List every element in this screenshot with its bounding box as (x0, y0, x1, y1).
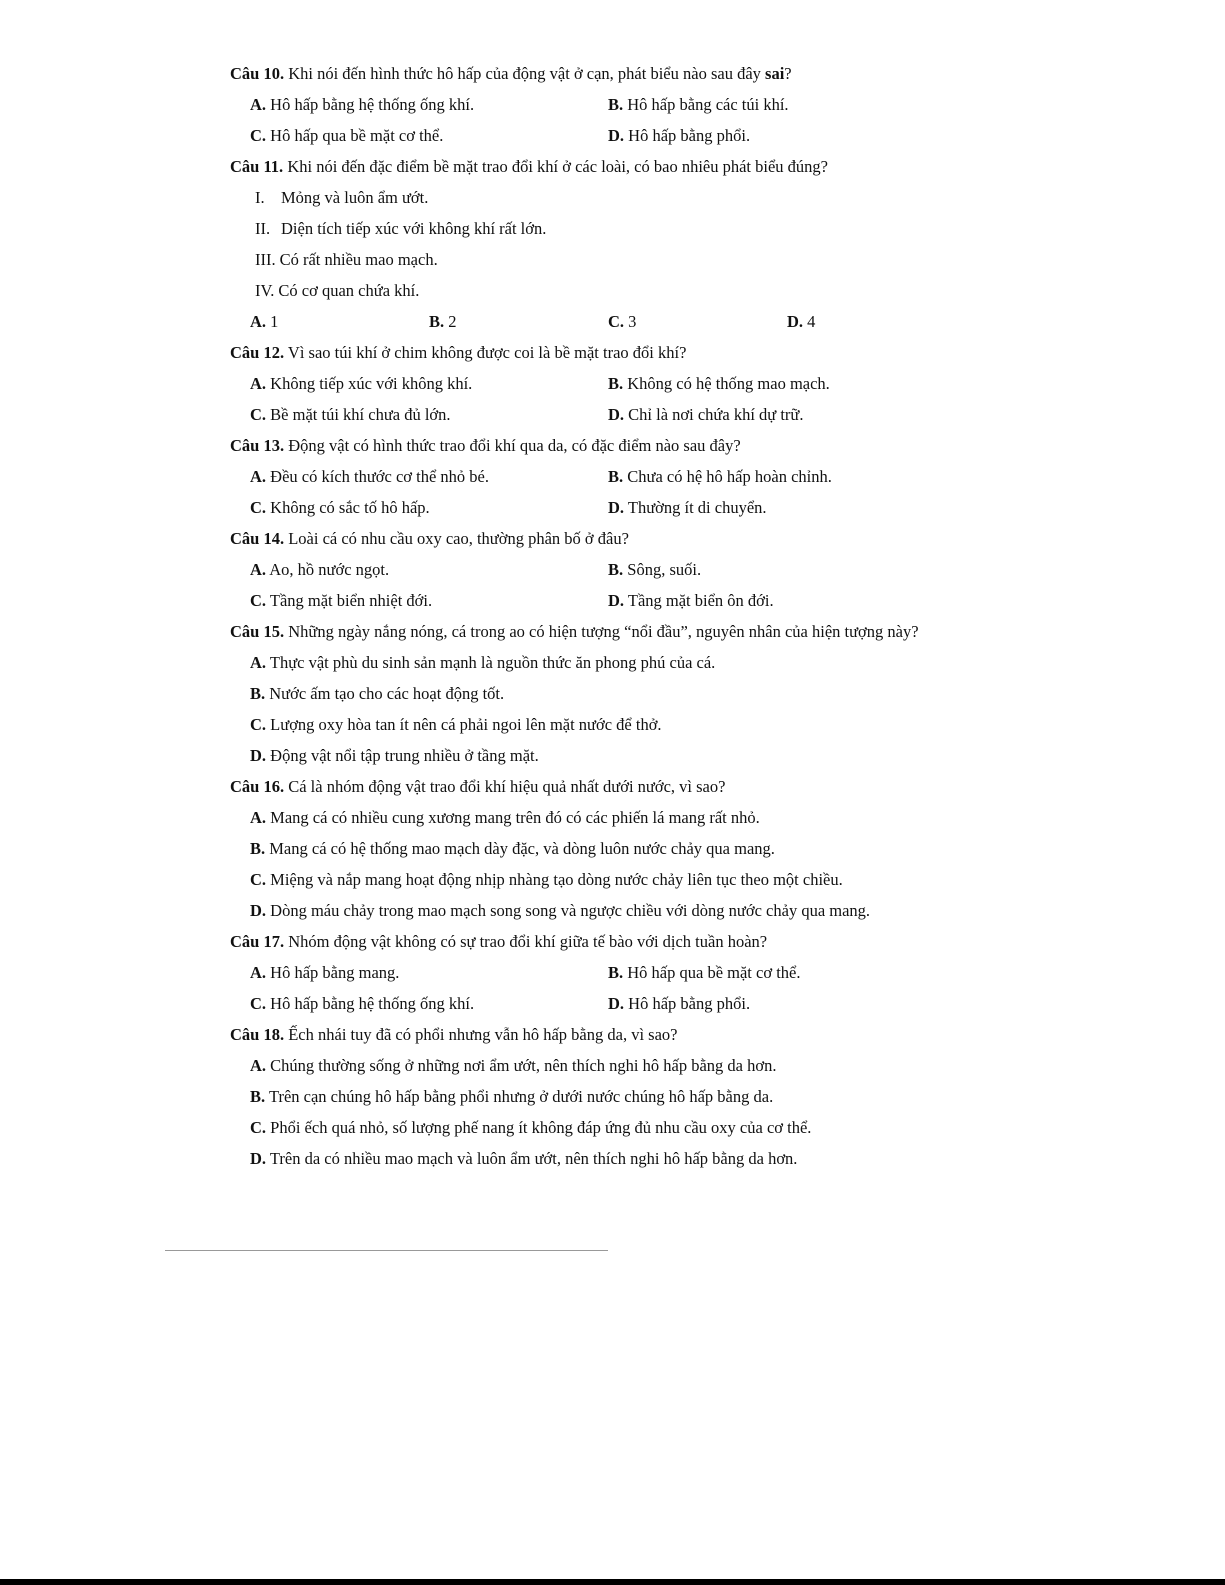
option-text: Không tiếp xúc với không khí. (266, 374, 473, 393)
option-text: Ao, hồ nước ngọt. (266, 560, 390, 579)
option-text: 4 (803, 312, 816, 331)
options-row (230, 311, 990, 342)
question-text: Khi nói đến đặc điểm bề mặt trao đổi khí ở các loài, có bao nhiêu phát biểu đúng? (283, 157, 829, 176)
option-c (250, 993, 608, 1024)
option-d (230, 745, 990, 776)
question-number: Câu 15. (230, 622, 285, 641)
option-text: Tầng mặt biển ôn đới. (624, 591, 774, 610)
option-key: D. (250, 746, 267, 765)
option-key: B. (608, 560, 624, 579)
option-key: C. (608, 312, 625, 331)
option-b (608, 962, 966, 993)
option-key: D. (608, 994, 625, 1013)
statement-number: I. (255, 188, 265, 207)
question-number: Câu 14. (230, 529, 285, 548)
question-number: Câu 16. (230, 777, 285, 796)
statement-iv (230, 280, 990, 311)
options-row (230, 94, 990, 125)
option-key: B. (608, 467, 624, 486)
question-number: Câu 10. (230, 64, 285, 83)
question-text: Ếch nhái tuy đã có phổi nhưng vẫn hô hấp bằng da, vì sao? (284, 1025, 678, 1044)
question-number: Câu 17. (230, 932, 285, 951)
option-key: C. (250, 870, 267, 889)
statement-number: IV. (255, 281, 275, 300)
option-text: Thực vật phù du sinh sản mạnh là nguồn thức ăn phong phú của cá. (266, 653, 716, 672)
option-d (787, 311, 966, 342)
page-bottom-edge (0, 1579, 1225, 1585)
option-b (230, 683, 990, 714)
option-text: Hô hấp bằng hệ thống ống khí. (266, 95, 475, 114)
option-text: Phổi ếch quá nhỏ, số lượng phế nang ít không đáp ứng đủ nhu cầu oxy của cơ thể. (266, 1118, 812, 1137)
option-key: D. (608, 126, 625, 145)
question-number: Câu 18. (230, 1025, 285, 1044)
option-c (250, 404, 608, 435)
option-text: Hô hấp qua bề mặt cơ thể. (623, 963, 801, 982)
option-key: A. (250, 95, 267, 114)
option-a (250, 311, 429, 342)
option-b (608, 466, 966, 497)
option-text: Hô hấp bằng các túi khí. (623, 95, 789, 114)
question-text-end: ? (784, 64, 792, 83)
option-c (250, 125, 608, 156)
option-d (608, 404, 966, 435)
option-d (608, 993, 966, 1024)
options-row (230, 559, 990, 590)
option-d (608, 590, 966, 621)
option-key: B. (429, 312, 445, 331)
option-text: Nước ấm tạo cho các hoạt động tốt. (265, 684, 505, 703)
option-text: Chưa có hệ hô hấp hoàn chỉnh. (623, 467, 832, 486)
question-number: Câu 12. (230, 343, 285, 362)
statement-text: Diện tích tiếp xúc với không khí rất lớn. (281, 219, 547, 238)
option-text: 1 (266, 312, 279, 331)
options-row (230, 962, 990, 993)
question-15 (230, 621, 990, 652)
option-key: C. (250, 994, 267, 1013)
question-text: Những ngày nắng nóng, cá trong ao có hiện tượng “nổi đầu”, nguyên nhân của hiện tượng này? (284, 622, 919, 641)
option-text: Tầng mặt biển nhiệt đới. (266, 591, 433, 610)
option-key: A. (250, 808, 267, 827)
option-text: Trên da có nhiều mao mạch và luôn ẩm ướt, nên thích nghi hô hấp bằng da hơn. (266, 1149, 798, 1168)
option-key: B. (608, 963, 624, 982)
option-text: Bề mặt túi khí chưa đủ lớn. (266, 405, 451, 424)
option-key: B. (250, 1087, 266, 1106)
question-10 (230, 63, 990, 94)
statement-text: Có cơ quan chứa khí. (278, 281, 420, 300)
question-17 (230, 931, 990, 962)
option-key: C. (250, 126, 267, 145)
option-text: Miệng và nắp mang hoạt động nhịp nhàng tạo dòng nước chảy liên tục theo một chiều. (266, 870, 843, 889)
footnote-separator (165, 1250, 608, 1251)
option-text: Đều có kích thước cơ thể nhỏ bé. (266, 467, 489, 486)
option-key: D. (608, 498, 625, 517)
options-row (230, 404, 990, 435)
option-text: Không có hệ thống mao mạch. (623, 374, 830, 393)
statement-i (230, 187, 990, 218)
option-d (230, 900, 990, 931)
option-text: 3 (624, 312, 637, 331)
option-text: Hô hấp bằng mang. (266, 963, 400, 982)
option-d (230, 1148, 990, 1179)
option-key: D. (608, 591, 625, 610)
option-key: A. (250, 963, 267, 982)
question-12 (230, 342, 990, 373)
option-text: Thường ít di chuyển. (624, 498, 767, 517)
option-key: A. (250, 467, 267, 486)
option-key: D. (250, 901, 267, 920)
option-d (608, 125, 966, 156)
options-row (230, 993, 990, 1024)
option-text: Chỉ là nơi chứa khí dự trữ. (624, 405, 804, 424)
option-text: Lượng oxy hòa tan ít nên cá phải ngoi lên mặt nước để thở. (266, 715, 662, 734)
option-key: C. (250, 591, 267, 610)
option-key: B. (250, 839, 266, 858)
option-a (230, 652, 990, 683)
statement-number: III. (255, 250, 276, 269)
options-row (230, 590, 990, 621)
question-11 (230, 156, 990, 187)
option-c (250, 590, 608, 621)
option-key: C. (250, 1118, 267, 1137)
option-key: B. (250, 684, 266, 703)
option-text: Không có sắc tố hô hấp. (266, 498, 430, 517)
options-row (230, 373, 990, 404)
option-a (250, 373, 608, 404)
statement-text: Có rất nhiều mao mạch. (279, 250, 438, 269)
statement-number: II. (255, 219, 271, 238)
option-text: Mang cá có hệ thống mao mạch dày đặc, và dòng luôn nước chảy qua mang. (265, 839, 775, 858)
option-c (230, 714, 990, 745)
option-c (608, 311, 787, 342)
option-text: Hô hấp qua bề mặt cơ thể. (266, 126, 444, 145)
option-key: D. (608, 405, 625, 424)
option-b (230, 1086, 990, 1117)
question-number: Câu 13. (230, 436, 285, 455)
option-key: A. (250, 560, 267, 579)
option-b (608, 559, 966, 590)
option-text: Trên cạn chúng hô hấp bằng phổi nhưng ở dưới nước chúng hô hấp bằng da. (265, 1087, 774, 1106)
option-b (429, 311, 608, 342)
question-13 (230, 435, 990, 466)
question-text: Động vật có hình thức trao đổi khí qua da, có đặc điểm nào sau đây? (284, 436, 741, 455)
option-text: Sông, suối. (623, 560, 702, 579)
option-b (608, 373, 966, 404)
options-row (230, 125, 990, 156)
option-b (230, 838, 990, 869)
option-key: C. (250, 405, 267, 424)
option-c (230, 1117, 990, 1148)
option-key: C. (250, 715, 267, 734)
option-text: Dòng máu chảy trong mao mạch song song và ngược chiều với dòng nước chảy qua mang. (266, 901, 871, 920)
question-number: Câu 11. (230, 157, 284, 176)
option-text: Hô hấp bằng phổi. (624, 994, 751, 1013)
question-list (230, 63, 990, 1179)
option-a (250, 962, 608, 993)
option-a (230, 807, 990, 838)
options-row (230, 466, 990, 497)
question-text: Loài cá có nhu cầu oxy cao, thường phân bố ở đâu? (284, 529, 629, 548)
question-text: Khi nói đến hình thức hô hấp của động vật ở cạn, phát biểu nào sau đây (284, 64, 766, 83)
option-text: Mang cá có nhiều cung xương mang trên đó có các phiến lá mang rất nhỏ. (266, 808, 760, 827)
option-a (250, 94, 608, 125)
option-key: A. (250, 374, 267, 393)
options-row (230, 497, 990, 528)
option-key: C. (250, 498, 267, 517)
option-key: D. (787, 312, 804, 331)
option-text: Hô hấp bằng phổi. (624, 126, 751, 145)
option-key: D. (250, 1149, 267, 1168)
option-key: A. (250, 312, 267, 331)
option-key: B. (608, 374, 624, 393)
option-key: A. (250, 1056, 267, 1075)
option-c (230, 869, 990, 900)
question-text: Nhóm động vật không có sự trao đổi khí giữa tế bào với dịch tuần hoàn? (284, 932, 768, 951)
option-text: Chúng thường sống ở những nơi ẩm ướt, nên thích nghi hô hấp bằng da hơn. (266, 1056, 777, 1075)
option-text: Động vật nổi tập trung nhiều ở tầng mặt. (266, 746, 539, 765)
question-18 (230, 1024, 990, 1055)
option-b (608, 94, 966, 125)
option-a (250, 559, 608, 590)
question-text: Cá là nhóm động vật trao đổi khí hiệu quả nhất dưới nước, vì sao? (284, 777, 726, 796)
option-c (250, 497, 608, 528)
option-d (608, 497, 966, 528)
option-a (230, 1055, 990, 1086)
statement-text: Mỏng và luôn ẩm ướt. (281, 188, 429, 207)
option-text: Hô hấp bằng hệ thống ống khí. (266, 994, 475, 1013)
question-14 (230, 528, 990, 559)
option-key: B. (608, 95, 624, 114)
option-a (250, 466, 608, 497)
question-text: Vì sao túi khí ở chim không được coi là bề mặt trao đổi khí? (284, 343, 687, 362)
statement-iii (230, 249, 990, 280)
option-key: A. (250, 653, 267, 672)
option-text: 2 (444, 312, 457, 331)
statement-ii (230, 218, 990, 249)
question-emphasis: sai (765, 64, 785, 83)
question-16 (230, 776, 990, 807)
